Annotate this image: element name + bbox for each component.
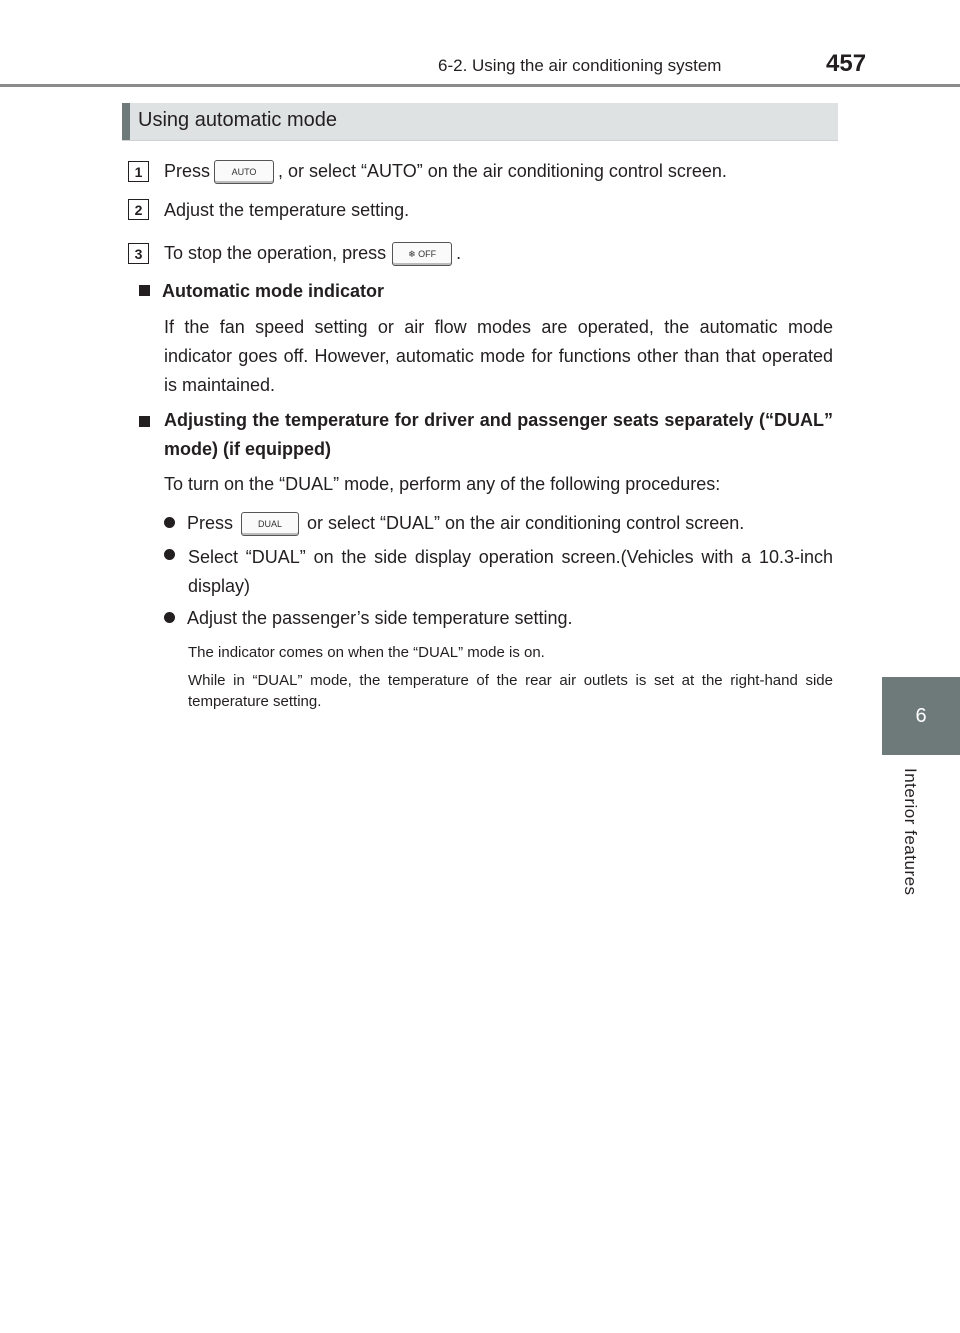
auto-button-icon: AUTO (214, 160, 274, 184)
section-accent (122, 103, 130, 140)
square-bullet-icon (139, 406, 162, 433)
dual-button-icon: DUAL (241, 512, 299, 536)
fan-off-button-icon: ❄ OFF (392, 242, 452, 266)
step-3-text (164, 239, 461, 268)
round-bullet-icon (164, 612, 175, 623)
chapter-tab[interactable] (882, 677, 960, 755)
step-3-text-after: . (456, 243, 462, 263)
dual-intro: To turn on the “DUAL” mode, perform any of the following procedures: (164, 474, 721, 494)
dual-bullet-2: Select “DUAL” on the side display operation screen.(Vehicles with a 10.3-inch display) (188, 547, 833, 596)
running-header-title: 6-2. Using the air conditioning system (438, 56, 722, 75)
auto-indicator-body: If the fan speed setting or air flow modes are operated, the automatic mode indicator goes off. However, automatic mode for functions other than that operated is maintained. (164, 317, 833, 395)
step-number-3: 3 (128, 243, 149, 264)
step-1-text (164, 157, 727, 186)
dual-footnote-1: The indicator comes on when the “DUAL” mode is on. (188, 644, 545, 661)
step-number-2: 2 (128, 199, 149, 220)
square-bullet-icon (139, 285, 150, 296)
step-2-text: Adjust the temperature setting. (164, 200, 410, 220)
section-heading-bar (122, 103, 838, 141)
dual-footnote-2: While in “DUAL” mode, the temperature of the rear air outlets is set at the right-hand side temperature setting. (188, 672, 833, 710)
auto-indicator-heading: Automatic mode indicator (139, 277, 384, 306)
dual-bullet-1: Press DUAL or select “DUAL” on the air conditioning control screen. (164, 509, 744, 538)
section-title: Using automatic mode (138, 109, 337, 131)
page-number: 457 (826, 50, 867, 77)
step-1-text-after: , or select “AUTO” on the air conditioning control screen. (278, 161, 727, 181)
chapter-title: Interior features (901, 768, 920, 896)
step-3-text-before: To stop the operation, press (164, 243, 387, 263)
round-bullet-icon (164, 517, 175, 528)
header-divider (0, 84, 960, 87)
chapter-number: 6 (915, 704, 927, 727)
dual-bullet-3: Adjust the passenger’s side temperature setting. (164, 604, 573, 633)
step-number-1: 1 (128, 161, 149, 182)
round-bullet-icon (164, 548, 187, 566)
dual-heading: Adjusting the temperature for driver and passenger seats separately (“DUAL” mode) (if equipped) (164, 410, 833, 459)
step-1-text-before: Press (164, 161, 211, 181)
